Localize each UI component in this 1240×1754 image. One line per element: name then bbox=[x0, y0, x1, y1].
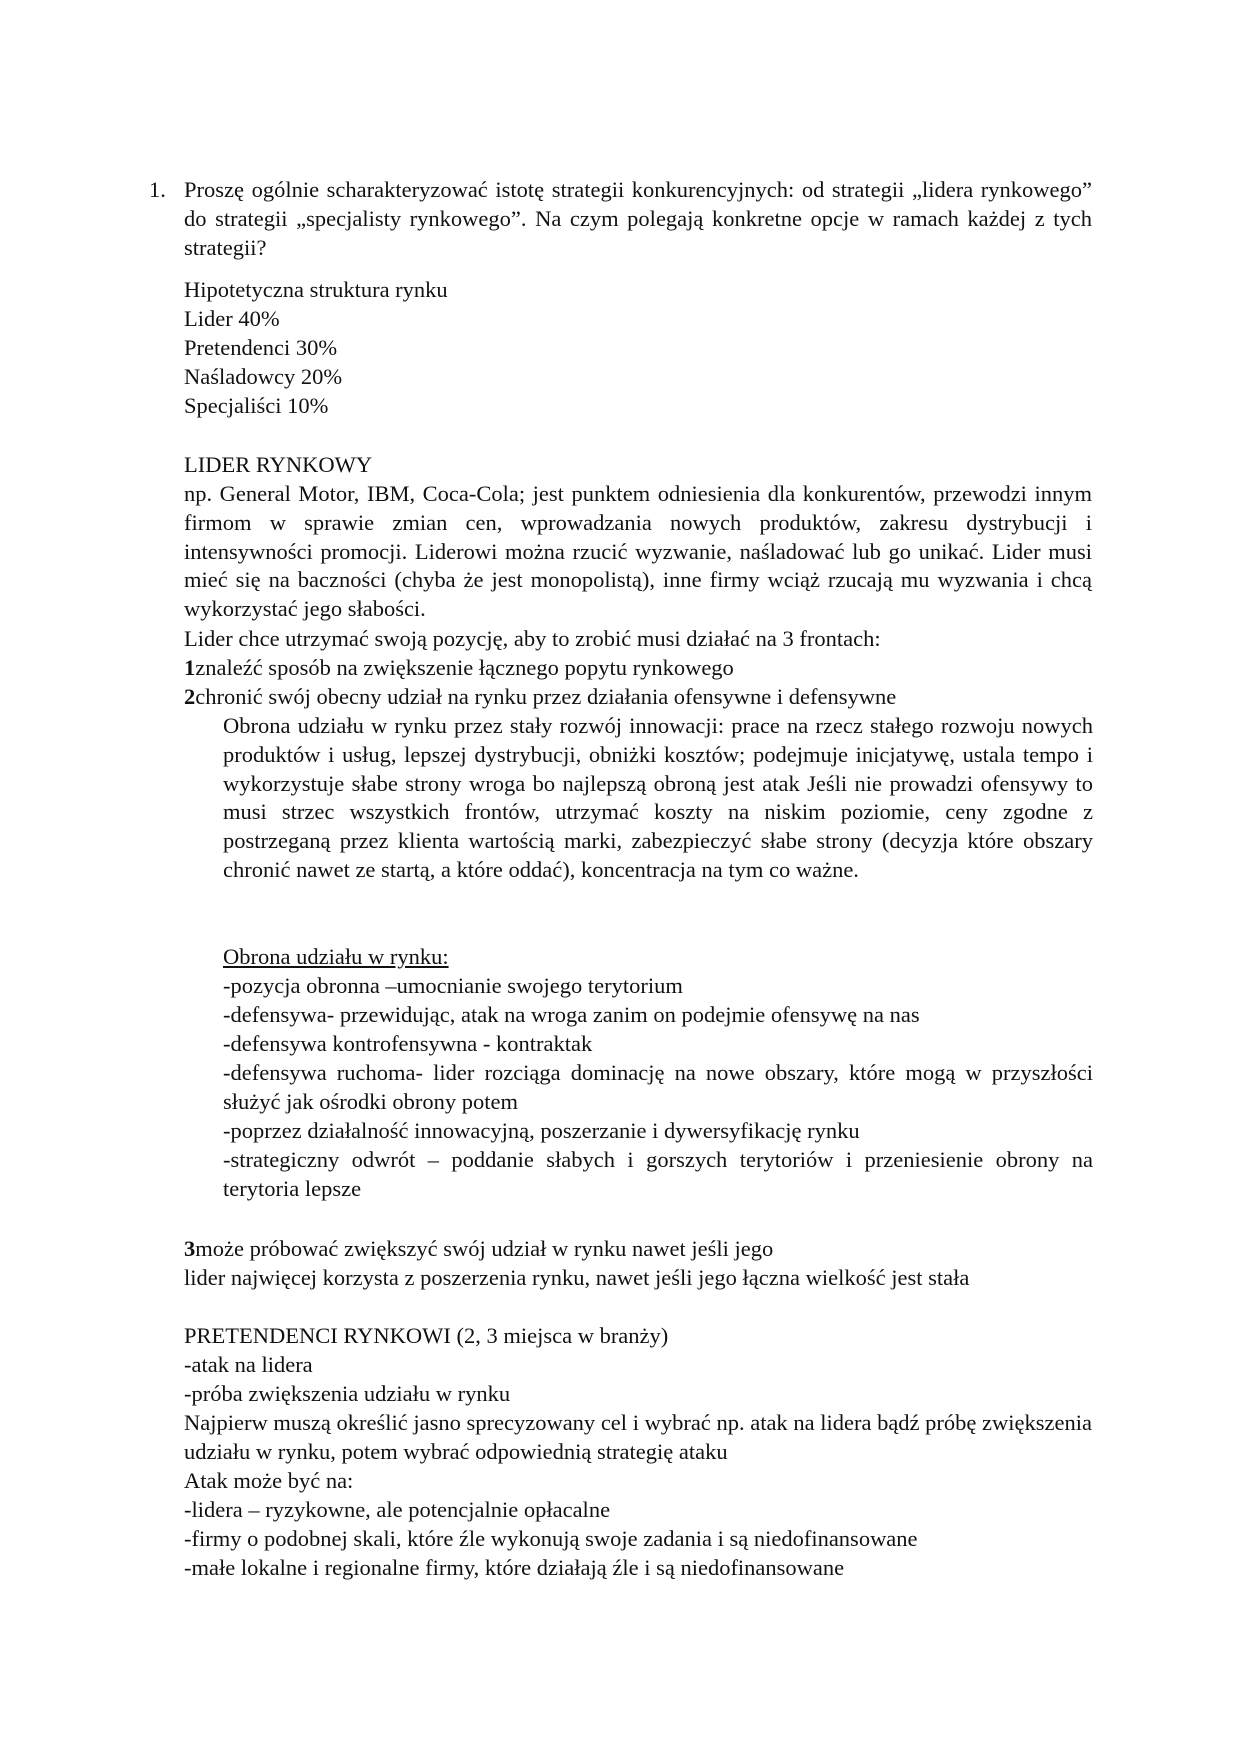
front-text: może próbować zwiększyć swój udział w rynku nawet jeśli jego bbox=[195, 1236, 774, 1261]
leader-front-1 bbox=[184, 654, 1092, 683]
challengers-line: -próba zwiększenia udziału w rynku bbox=[184, 1381, 511, 1406]
leader-front-3-continued: lider najwięcej korzysta z poszerzenia rynku, nawet jeśli jego łączna wielkość jest stała bbox=[184, 1265, 970, 1290]
attack-intro: Atak może być na: bbox=[184, 1468, 354, 1493]
structure-line: Naśladowcy 20% bbox=[184, 364, 343, 389]
challengers-heading: PRETENDENCI RYNKOWI (2, 3 miejsca w branży) bbox=[184, 1323, 669, 1348]
question-text: Proszę ogólnie scharakteryzować istotę strategii konkurencyjnych: od strategii „lidera rynkowego” do strategii „specjalisty rynkowego”. Na czym polegają konkretne opcje w ramach każdej z tych strategii? bbox=[184, 177, 1092, 260]
defense-item: -poprzez działalność innowacyjną, poszerzanie i dywersyfikację rynku bbox=[223, 1118, 860, 1143]
front-number: 3 bbox=[184, 1236, 196, 1261]
defense-item: -defensywa- przewidując, atak na wroga zanim on podejmie ofensywę na nas bbox=[223, 1002, 920, 1027]
defense-paragraph: Obrona udziału w rynku przez stały rozwój innowacji: prace na rzecz stałego rozwoju nowych produktów i usług, lepszej dystrybucji, obniżki kosztów; podejmuje inicjatywę, ustala tempo i wykorzystuje słabe strony wroga bo najlepszą obroną jest atak Jeśli nie prowadzi ofensywy to musi strzec wszystkich frontów, utrzymać koszty na niskim poziomie, ceny zgodne z postrzeganą przez klienta wartością marki, zabezpieczyć słabe strony (decyzja które obszary chronić nawet ze startą, a które oddać), koncentracja na tym co ważne. bbox=[223, 713, 1093, 882]
front-text: znaleźć sposób na zwiększenie łącznego popytu rynkowego bbox=[195, 655, 734, 680]
defense-item: -strategiczny odwrót – poddanie słabych i gorszych terytoriów i przeniesienie obrony na terytoria lepsze bbox=[223, 1147, 1093, 1201]
leader-front-3 bbox=[184, 1235, 1092, 1264]
front-text: chronić swój obecny udział na rynku przez działania ofensywne i defensywne bbox=[195, 684, 897, 709]
attack-item: -małe lokalne i regionalne firmy, które działają źle i są niedofinansowane bbox=[184, 1555, 845, 1580]
defense-heading: Obrona udziału w rynku: bbox=[223, 944, 449, 969]
defense-item: -defensywa ruchoma- lider rozciąga dominację na nowe obszary, które mogą w przyszłości służyć jak ośrodki obrony potem bbox=[223, 1060, 1093, 1114]
question-number: 1. bbox=[149, 177, 166, 202]
structure-line: Pretendenci 30% bbox=[184, 335, 338, 360]
attack-item: -lidera – ryzykowne, ale potencjalnie opłacalne bbox=[184, 1497, 611, 1522]
structure-line: Lider 40% bbox=[184, 306, 280, 331]
structure-line: Specjaliści 10% bbox=[184, 393, 329, 418]
leader-heading: LIDER RYNKOWY bbox=[184, 452, 373, 477]
challengers-paragraph: Najpierw muszą określić jasno sprecyzowany cel i wybrać np. atak na lidera bądź próbę zwiększenia udziału w rynku, potem wybrać odpowiednią strategię ataku bbox=[184, 1410, 1092, 1464]
structure-heading: Hipotetyczna struktura rynku bbox=[184, 277, 448, 302]
attack-item: -firmy o podobnej skali, które źle wykonują swoje zadania i są niedofinansowane bbox=[184, 1526, 918, 1551]
front-number: 1 bbox=[184, 655, 196, 680]
leader-fronts-intro: Lider chce utrzymać swoją pozycję, aby to zrobić musi działać na 3 frontach: bbox=[184, 626, 881, 651]
leader-intro: np. General Motor, IBM, Coca-Cola; jest punktem odniesienia dla konkurentów, przewodzi innym firmom w sprawie zmian cen, wprowadzania nowych produktów, zakresu dystrybucji i intensywności promocji. Liderowi można rzucić wyzwanie, naśladować lub go unikać. Lider musi mieć się na baczności (chyba że jest monopolistą), inne firmy wciąż rzucają mu wyzwania i chcą wykorzystać jego słabości. bbox=[184, 481, 1092, 622]
defense-item: -pozycja obronna –umocnianie swojego terytorium bbox=[223, 973, 683, 998]
challengers-line: -atak na lidera bbox=[184, 1352, 313, 1377]
front-number: 2 bbox=[184, 684, 196, 709]
defense-item: -defensywa kontrofensywna - kontraktak bbox=[223, 1031, 593, 1056]
leader-front-2 bbox=[184, 683, 1092, 712]
